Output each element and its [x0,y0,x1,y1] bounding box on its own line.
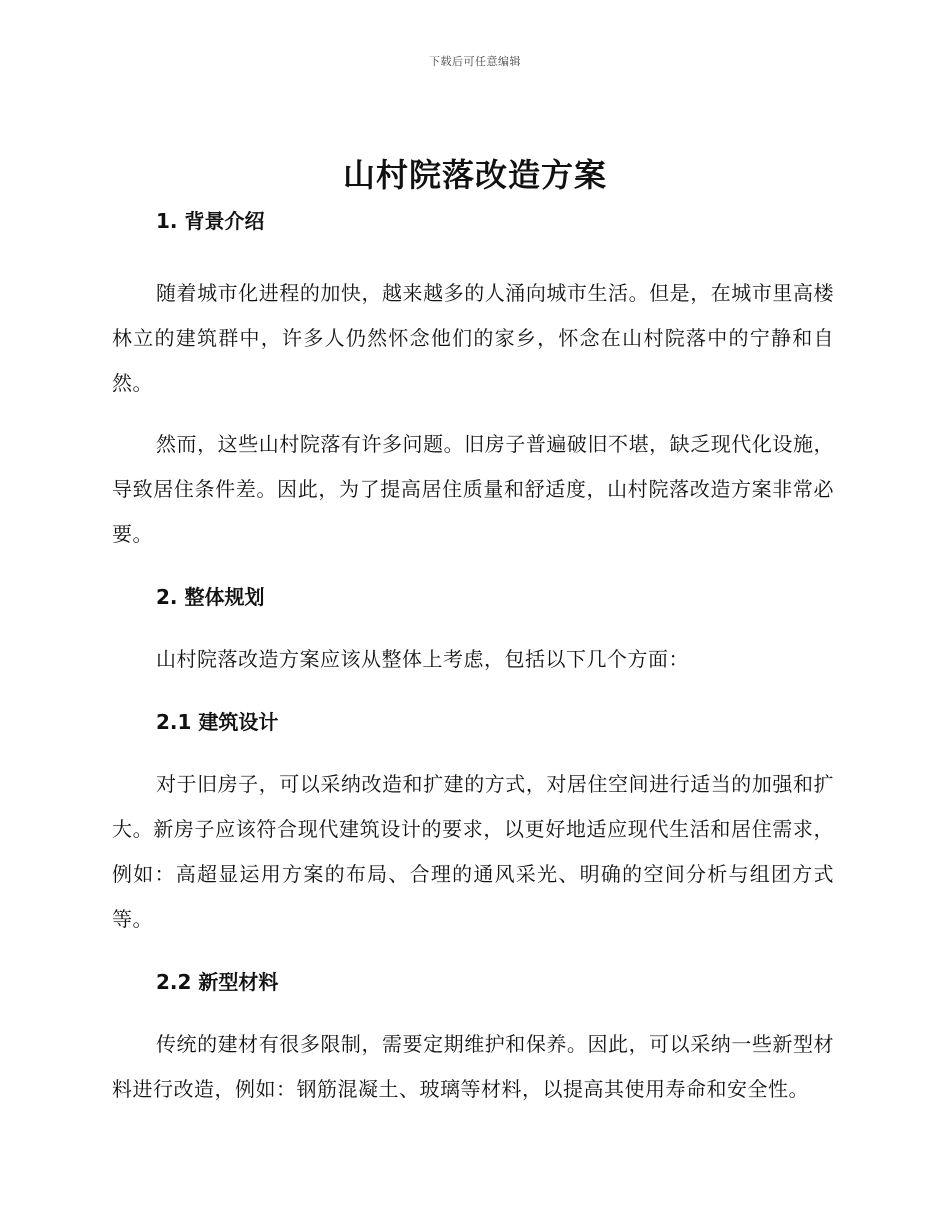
paragraph-architecture-design: 对于旧房子，可以采纳改造和扩建的方式，对居住空间进行适当的加强和扩大。新房子应该符合现代建筑设计的要求，以更好地适应现代生活和居住需求，例如：高超显运用方案的布局、合理的通风采光、明确的空间分析与组团方式等。 [112,772,834,931]
document-title: 山村院落改造方案 [342,156,607,194]
paragraph-overall-planning: 山村院落改造方案应该从整体上考虑，包括以下几个方面： [156,647,689,671]
paragraph-background-1: 随着城市化进程的加快，越来越多的人涌向城市生活。但是，在城市里高楼林立的建筑群中，许多人仍然怀念他们的家乡，怀念在山村院落中的宁静和自然。 [112,281,834,395]
header-note: 下载后可任意编辑 [429,55,521,68]
section-heading-overall-planning: 2. 整体规划 [156,585,265,609]
paragraph-background-2: 然而，这些山村院落有许多问题。旧房子普遍破旧不堪，缺乏现代化设施，导致居住条件差。因此，为了提高居住质量和舒适度，山村院落改造方案非常必要。 [112,432,834,546]
section-heading-background: 1. 背景介绍 [156,209,265,233]
document-body [112,206,834,1112]
section-heading-new-materials: 2.2 新型材料 [156,970,279,994]
section-heading-architecture-design: 2.1 建筑设计 [156,710,279,734]
paragraph-new-materials: 传统的建材有很多限制，需要定期维护和保养。因此，可以采纳一些新型材料进行改造，例如：钢筋混凝土、玻璃等材料，以提高其使用寿命和安全性。 [112,1032,834,1101]
